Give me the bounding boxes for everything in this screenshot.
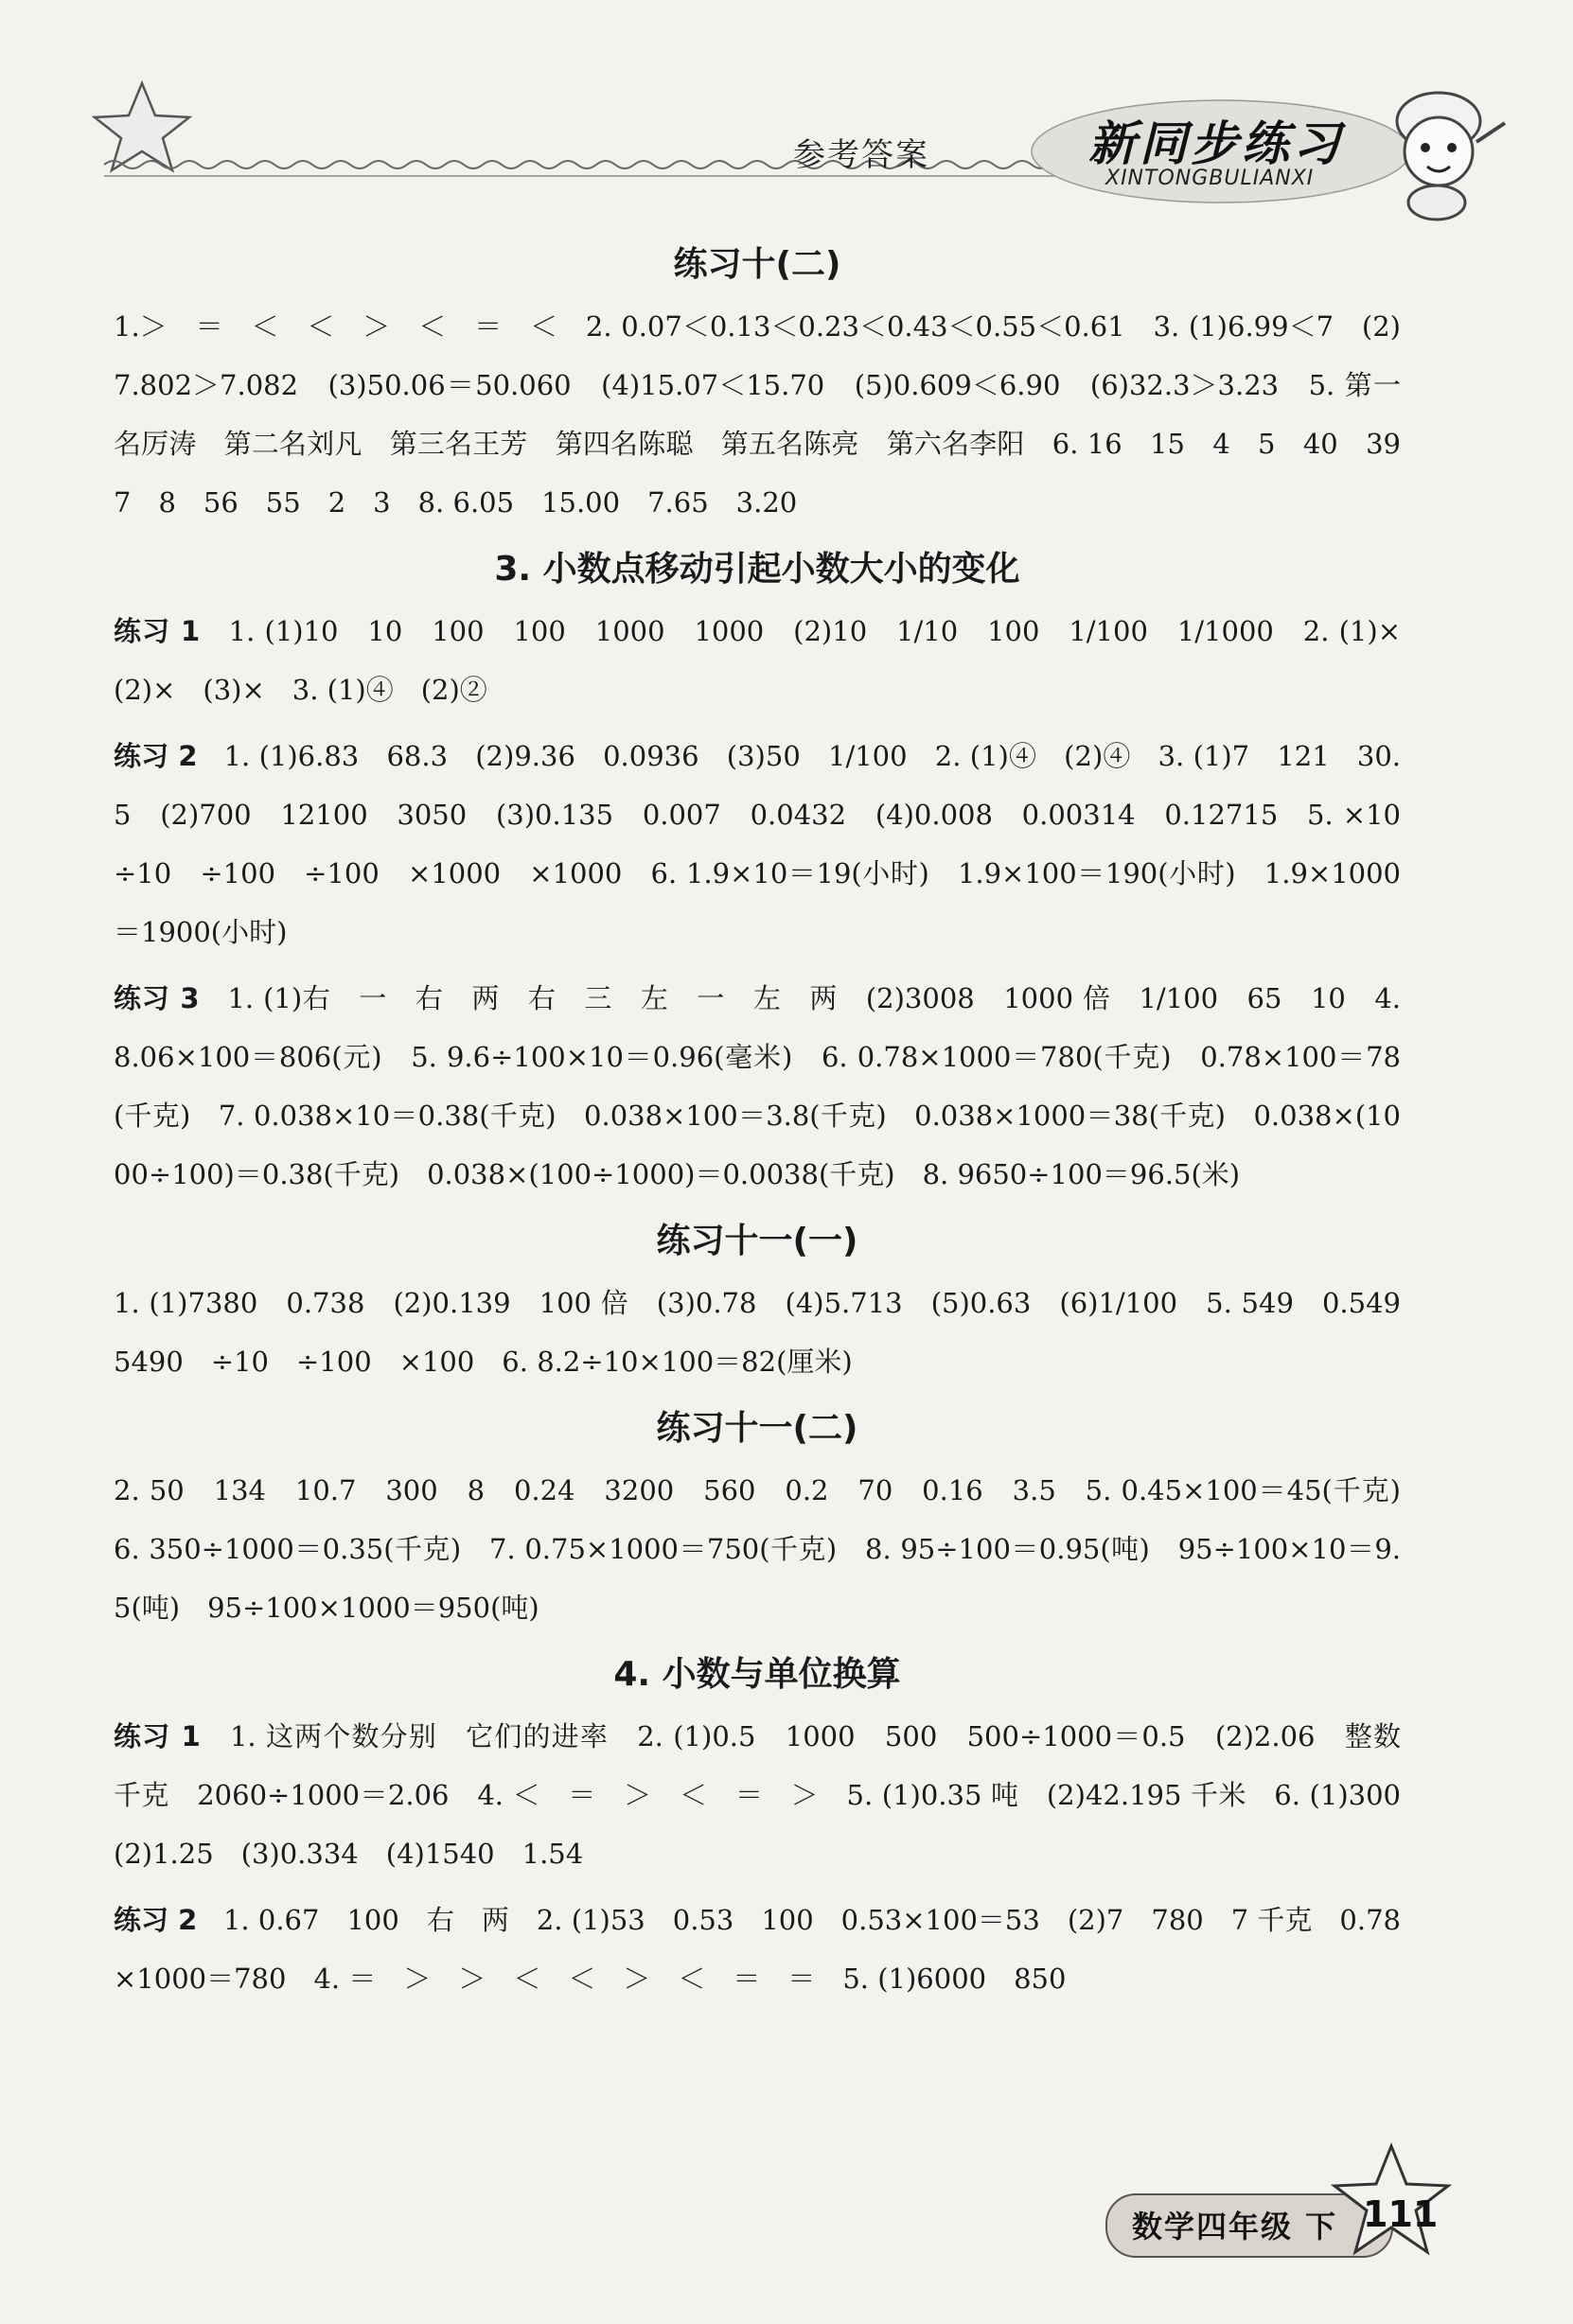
section-title: 3. 小数点移动引起小数大小的变化: [494, 550, 1020, 589]
answer-paragraph: [114, 727, 1429, 961]
exercise-label: 练习 3: [114, 982, 200, 1014]
exercise-answers: 1. (1)6.83 68.3 (2)9.36 0.0936 (3)50 1/100 2. (1)④ (2)④ 3. (1)7 121 30.5 (2)700 12100 3050 (3)0.135 0.007 0.0432 (4)0.008 0.00314 0.12715 5. ×10 ÷10 ÷100 ÷100 ×1000 ×1000 6. 1.9×10＝19(小时) 1.9×100＝190(小时) 1.9×1000＝1900(小时): [114, 740, 1429, 948]
answer-paragraph: [114, 969, 1401, 1204]
exercise-label: 练习 1: [114, 615, 201, 647]
exercise-label: 练习 1: [114, 1720, 201, 1752]
header-star-icon: [95, 83, 189, 170]
exercise-answers: 1. 0.67 100 右 两 2. (1)53 0.53 100 0.53×100＝53 (2)7 780 7 千克 0.78×1000＝780 4. ＝ ＞ ＞ ＜ ＜ ＞ ＜ ＝ ＝ 5. (1)6000 850: [114, 1904, 1402, 1995]
answer-paragraph: 1.＞ ＝ ＜ ＜ ＞ ＜ ＝ ＜ 2. 0.07＜0.13＜0.23＜0.43＜0.55＜0.61 3. (1)6.99＜7 (2)7.802＞7.082 (3)50.06＝50.060 (4)15.07＜15.70 (5)0.609＜6.90 (6)32.3＞3.23 5. 第一名厉涛 第二名刘凡 第三名王芳 第四名陈聪 第五名陈亮 第六名李阳 6. 16 15 4 5 40 39 7 8 56 55 2 3 8. 6.05 15.00 7.65 3.20: [114, 310, 1429, 519]
footer-book-label: 数学四年级 下: [1132, 2209, 1338, 2245]
page-number: 111: [1363, 2193, 1439, 2235]
answer-paragraph: [114, 602, 1429, 719]
exercise-label: 练习 2: [114, 1904, 198, 1936]
header-label: 参考答案: [793, 136, 929, 174]
answer-paragraph: 1. (1)7380 0.738 (2)0.139 100 倍 (3)0.78 (4)5.713 (5)0.63 (6)1/100 5. 549 0.549 5490 ÷10 ÷100 ×100 6. 8.2÷10×100＝82(厘米): [114, 1287, 1429, 1378]
exercise-answers: 1. (1)右 一 右 两 右 三 左 一 左 两 (2)3008 1000 倍 1/100 65 10 4. 8.06×100＝806(元) 5. 9.6÷100×10＝0.96(毫米) 6. 0.78×1000＝780(千克) 0.78×100＝78(千克) 7. 0.038×10＝0.38(千克) 0.038×100＝3.8(千克) 0.038×1000＝38(千克) 0.038×(1000÷100)＝0.38(千克) 0.038×(100÷1000)＝0.0038(千克) 8. 9650÷100＝96.5(米): [114, 982, 1402, 1190]
section-title: 练习十一(二): [656, 1409, 858, 1448]
page-header: [0, 0, 1573, 227]
section-title: 练习十(二): [673, 245, 841, 284]
answer-content: [114, 227, 1429, 2016]
mascot-icon: [1397, 93, 1505, 220]
section-title: 练习十一(一): [656, 1222, 858, 1260]
exercise-answers: 1. (1)10 10 100 100 1000 1000 (2)10 1/10 100 1/100 1/1000 2. (1)× (2)× (3)× 3. (1)④ (2)②: [114, 615, 1429, 706]
exercise-label: 练习 2: [114, 740, 198, 772]
brand-subtitle: XINTONGBULIANXI: [1105, 167, 1315, 190]
section-title: 4. 小数与单位换算: [613, 1655, 901, 1694]
answer-paragraph: [114, 1891, 1401, 2008]
exercise-answers: 1. 这两个数分别 它们的进率 2. (1)0.5 1000 500 500÷1000＝0.5 (2)2.06 整数 千克 2060÷1000＝2.06 4. ＜ ＝ ＞ ＜ ＝ ＞ 5. (1)0.35 吨 (2)42.195 千米 6. (1)300 (2)1.25 (3)0.334 (4)1540 1.54: [114, 1720, 1429, 1870]
answer-paragraph: 2. 50 134 10.7 300 8 0.24 3200 560 0.2 70 0.16 3.5 5. 0.45×100＝45(千克) 6. 350÷1000＝0.35(千克) 7. 0.75×1000＝750(千克) 8. 95÷100＝0.95(吨) 95÷100×10＝9.5(吨) 95÷100×1000＝950(吨): [114, 1474, 1429, 1624]
brand-title: 新同步练习: [1088, 116, 1344, 171]
answer-paragraph: [114, 1707, 1429, 1883]
